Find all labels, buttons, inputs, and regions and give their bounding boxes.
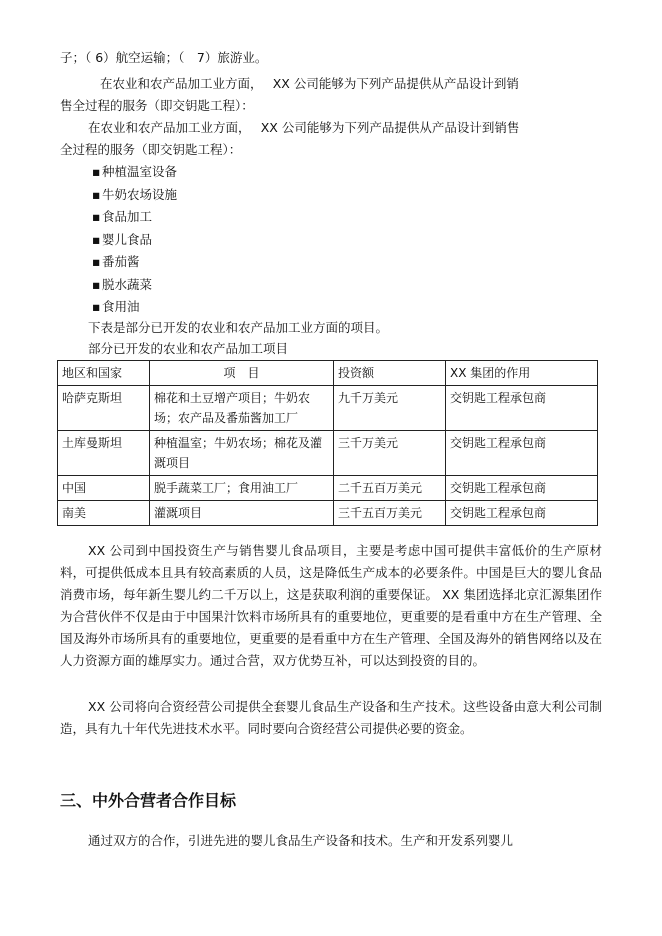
bullet-text: 食品加工 (102, 209, 153, 224)
bullet-item (92, 230, 152, 250)
body-paragraph-1: XX 公司到中国投资生产与销售婴儿食品项目，主要是考虑中国可提供丰富低价的生产原材料，可提供低成本且具有较高素质的人员，这是降低生产成本的必要条件。中国是巨大的婴儿食品消费市场，每年新生婴儿约二千万以上，这是获取利润的重要保证。 XX 集团选择北京汇源集团作为合营伙伴不仅是由于中国果汁饮料市场所具有的重要地位，更重要的是看重中方在生产管理、全国及海外市场所具有的重要地位，更重要的是看重中方在生产管理、全国及海外的销售网络以及在人力资源方面的雄厚实力。通过合营，双方优势互补，可以达到投资的目的。 (60, 543, 602, 668)
bullet-icon: ▪ (92, 277, 101, 292)
cell-project: 灌溉项目 (150, 501, 334, 526)
cell-investment: 二千五百万美元 (334, 476, 446, 501)
cell-role: 交钥匙工程承包商 (446, 476, 598, 501)
body-paragraph-3: 通过双方的合作，引进先进的婴儿食品生产设备和技术。生产和开发系列婴儿 (88, 833, 514, 848)
table-row (58, 386, 598, 431)
section-heading: 三、中外合营者合作目标 (60, 791, 237, 810)
cell-investment: 九千万美元 (334, 386, 446, 431)
bullet-text: 牛奶农场设施 (102, 187, 178, 202)
cell-project: 棉花和土豆增产项目；牛奶农场；农产品及番茄酱加工厂 (150, 386, 334, 431)
table-row (58, 476, 598, 501)
bullet-text: 脱水蔬菜 (102, 277, 153, 292)
bullet-item (92, 185, 177, 205)
bullet-item (92, 252, 140, 272)
cell-role: 交钥匙工程承包商 (446, 501, 598, 526)
table-row (58, 501, 598, 526)
table-caption: 部分已开发的农业和农产品加工项目 (88, 341, 289, 356)
cell-region: 土库曼斯坦 (58, 431, 150, 476)
bullet-icon: ▪ (92, 164, 101, 179)
text-line-2: 在农业和农产品加工业方面， XX 公司能够为下列产品提供从产品设计到销 (100, 76, 519, 91)
body-paragraph-2: XX 公司将向合资经营公司提供全套婴儿食品生产设备和生产技术。这些设备由意大利公司制造，具有九十年代先进技术水平。同时要向合资经营公司提供必要的资金。 (60, 699, 602, 736)
text-line-1: 子；（ 6）航空运输；（ 7）旅游业。 (60, 50, 268, 65)
bullet-item (92, 162, 177, 182)
cell-role: 交钥匙工程承包商 (446, 386, 598, 431)
table-intro: 下表是部分已开发的农业和农产品加工业方面的项目。 (88, 320, 389, 335)
header-region: 地区和国家 (58, 361, 150, 386)
cell-role: 交钥匙工程承包商 (446, 431, 598, 476)
table-row (58, 431, 598, 476)
text-line-4: 在农业和农产品加工业方面， XX 公司能够为下列产品提供从产品设计到销售 (88, 120, 520, 135)
cell-investment: 三千万美元 (334, 431, 446, 476)
cell-project: 脱手蔬菜工厂；食用油工厂 (150, 476, 334, 501)
bullet-text: 种植温室设备 (102, 164, 178, 179)
header-role: XX 集团的作用 (446, 361, 598, 386)
bullet-icon: ▪ (92, 254, 101, 269)
cell-region: 中国 (58, 476, 150, 501)
header-project: 项 目 (150, 361, 334, 386)
cell-region: 哈萨克斯坦 (58, 386, 150, 431)
cell-region: 南美 (58, 501, 150, 526)
bullet-text: 番茄酱 (102, 254, 140, 269)
projects-table (57, 360, 598, 526)
header-investment: 投资额 (334, 361, 446, 386)
bullet-icon: ▪ (92, 232, 101, 247)
bullet-item (92, 207, 152, 227)
bullet-item (92, 297, 140, 317)
table-header-row (58, 361, 598, 386)
text-line-5: 全过程的服务（即交钥匙工程）： (60, 142, 242, 157)
cell-investment: 三千五百万美元 (334, 501, 446, 526)
cell-project: 种植温室；牛奶农场；棉花及灌溉项目 (150, 431, 334, 476)
bullet-text: 婴儿食品 (102, 232, 153, 247)
bullet-icon: ▪ (92, 299, 101, 314)
bullet-icon: ▪ (92, 187, 101, 202)
text-line-3: 售全过程的服务（即交钥匙工程）： (60, 98, 254, 113)
bullet-item (92, 275, 152, 295)
bullet-icon: ▪ (92, 209, 101, 224)
bullet-text: 食用油 (102, 299, 140, 314)
